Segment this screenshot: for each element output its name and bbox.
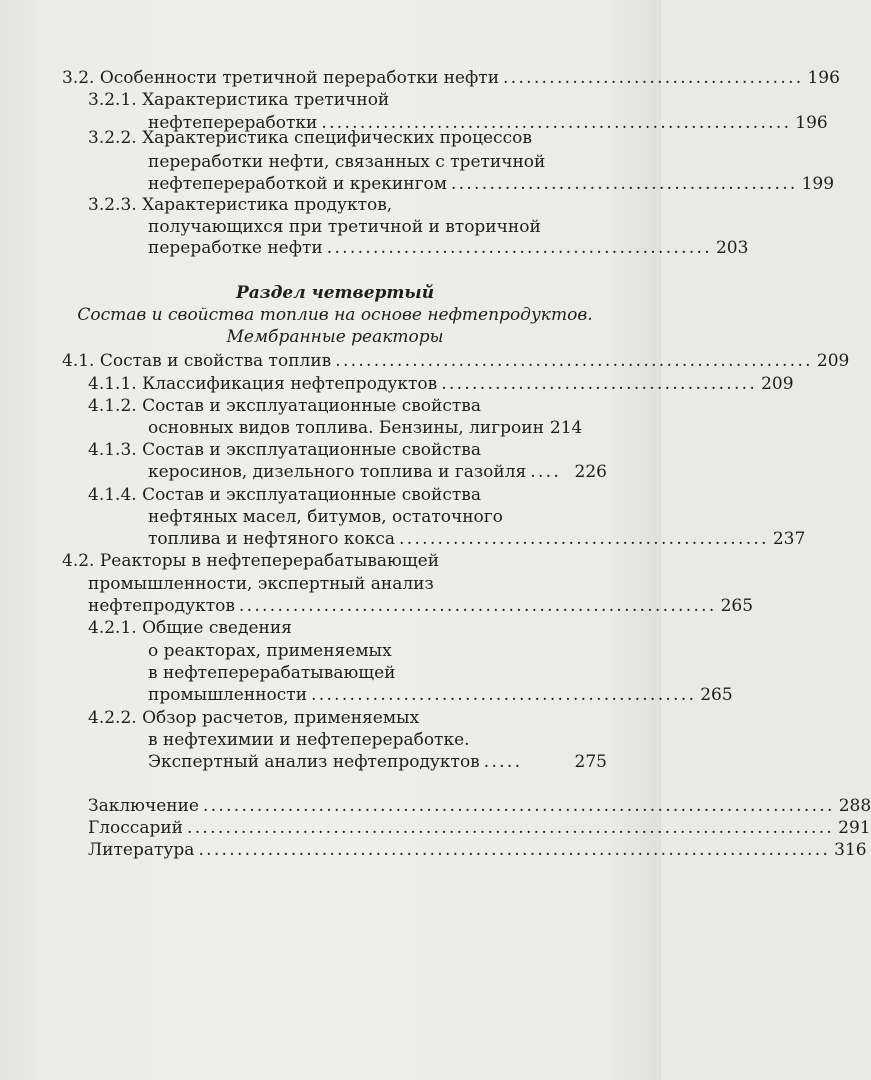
toc-leader-dots: ................................................ [399,529,769,549]
toc-leader-dots: .................................................................................. [202,796,835,816]
toc-page-number: 214 [549,418,583,438]
toc-entry-3-2-3-line1: 3.2.3. Характеристика продуктов, [88,195,393,215]
toc-leader-dots: ............................................................. [321,113,792,133]
toc-entry-title: Экспертный анализ нефтепродуктов [148,752,480,772]
toc-entry-4-1-4-line2: нефтяных масел, битумов, остаточного [148,507,503,527]
toc-entry-4-2-1-line1: 4.2.1. Общие сведения [88,618,292,638]
toc-page-number: 199 [801,174,835,194]
toc-entry-title: промышленности [148,685,308,705]
toc-entry-title: керосинов, дизельного топлива и газойля [148,462,527,482]
toc-leader-dots: .................................................. [311,685,697,705]
section-subtitle-line2: Мембранные реакторы [226,327,444,347]
toc-entry-4-2-line1: 4.2. Реакторы в нефтеперерабатывающей [62,551,440,571]
toc-entry-4-1-1 [88,372,794,396]
toc-entry-title: нефтепереработкой и крекингом [148,174,447,194]
toc-entry-4-2-line2: промышленности, экспертный анализ [88,574,434,594]
toc-page-number: 209 [761,374,794,394]
toc-entry-4-2-1 [148,683,733,707]
toc-leader-dots: .... [530,462,562,482]
toc-leader-dots: ............................................. [450,174,798,194]
toc-page-number: 226 [574,462,607,482]
toc-leader-dots: .................................................................................... [187,818,835,838]
toc-entry-4-1 [62,349,850,373]
toc-entry-4-1-4-line1: 4.1.4. Состав и эксплуатационные свойства [88,485,481,505]
toc-entry-3-2 [62,66,840,90]
toc-page-number: 265 [700,685,733,705]
toc-page-number: 196 [807,68,840,88]
toc-entry-4-2 [88,594,754,618]
toc-entry-title: Заключение [88,796,199,816]
toc-leader-dots: ..... [483,752,523,772]
toc-leader-dots: .................................................................................. [198,840,831,860]
toc-page-number: 196 [795,113,828,133]
toc-entry-title: 3.2. Особенности третичной переработки нефти [62,68,500,88]
toc-entry-title: 4.1. Состав и свойства топлив [62,351,332,371]
toc-page-number: 291 [838,818,871,838]
toc-entry-title: основных видов топлива. Бензины, лигроин [148,418,544,438]
toc-page-number: 209 [816,351,850,371]
toc-entry-4-2-2-line2: в нефтехимии и нефтепереработке. [148,730,470,750]
toc-entry-4-1-3 [148,460,607,484]
toc-page-number: 316 [834,840,867,860]
toc-page-number: 265 [720,596,754,616]
toc-entry-4-2-2-line1: 4.2.2. Обзор расчетов, применяемых [88,708,420,728]
toc-leader-dots: .................................................. [326,238,712,258]
section-subtitle-line1: Состав и свойства топлив на основе нефтепродуктов. [77,305,593,325]
toc-page-number: 275 [574,752,607,772]
toc-entry-title: топлива и нефтяного кокса [148,529,396,549]
toc-entry-title: Глоссарий [88,818,184,838]
toc-entry-glossary [88,816,871,840]
toc-entry-3-2-3 [148,236,749,260]
toc-entry-4-2-2 [148,750,607,774]
toc-leader-dots: .............................................................. [238,596,717,616]
toc-entry-title: нефтепереработки [148,113,318,133]
toc-entry-title: 4.1.1. Классификация нефтепродуктов [88,374,438,394]
toc-page-number: 288 [838,796,871,816]
toc-leader-dots: ......................................... [441,374,758,394]
toc-page-number: 237 [772,529,806,549]
toc-leader-dots: ....................................... [503,68,804,88]
toc-entry-4-1-2 [148,416,607,440]
section-heading: Раздел четвертый [235,283,435,303]
toc-entry-3-2-2-line1: 3.2.2. Характеристика специфических процессов [88,128,532,148]
toc-leader-dots: .............................................................. [335,351,813,371]
toc-entry-4-1-2-line1: 4.1.2. Состав и эксплуатационные свойства [88,396,481,416]
toc-entry-4-1-3-line1: 4.1.3. Состав и эксплуатационные свойства [88,440,481,460]
toc-entry-3-2-1-line1: 3.2.1. Характеристика третичной [88,90,390,110]
toc-entry-4-2-1-line3: в нефтеперерабатывающей [148,663,396,683]
toc-entry-4-2-1-line2: о реакторах, применяемых [148,641,392,661]
toc-page-number: 203 [715,238,749,258]
toc-entry-title: переработке нефти [148,238,323,258]
toc-entry-title: нефтепродуктов [88,596,235,616]
toc-entry-3-2-3-line2: получающихся при третичной и вторичной [148,217,541,237]
toc-entry-conclusion [88,794,871,818]
toc-entry-literature [88,838,867,862]
toc-entry-title: Литература [88,840,195,860]
toc-entry-3-2-2-line2: переработки нефти, связанных с третичной [148,152,546,172]
toc-entry-4-1-4 [148,527,806,551]
